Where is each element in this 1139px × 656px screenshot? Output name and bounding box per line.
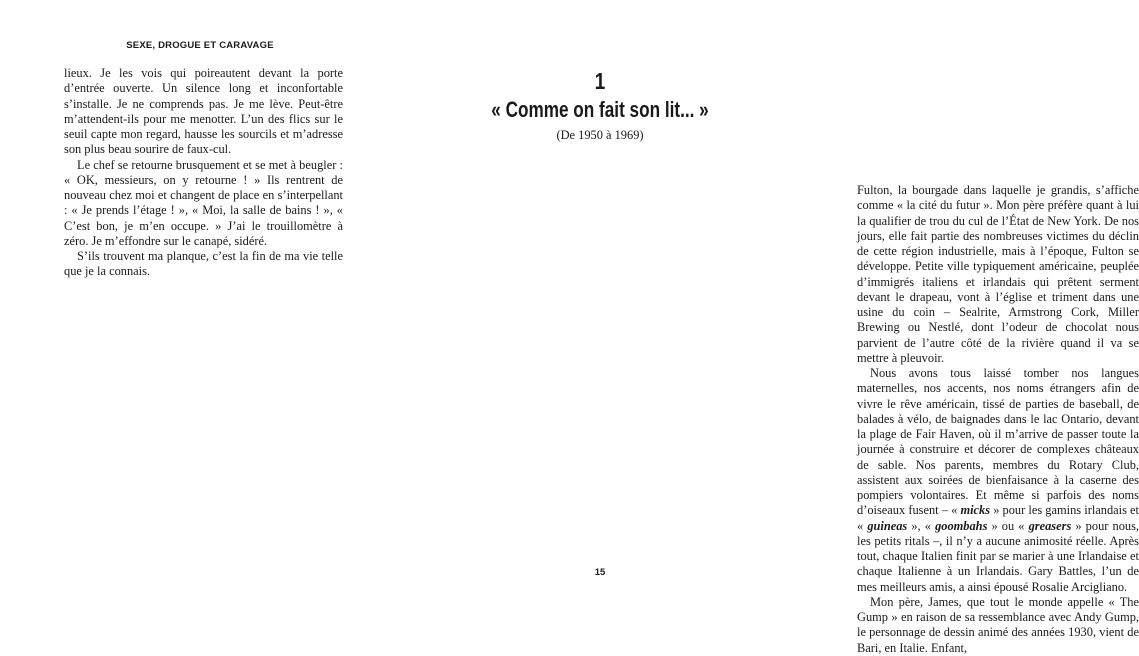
- italic-term: guineas: [867, 518, 908, 533]
- paragraph: S’ils trouvent ma planque, c’est la fin de ma vie telle que je la connais.: [64, 249, 343, 279]
- chapter-title: « Comme on fait son lit... »: [491, 97, 709, 122]
- italic-term: greasers: [1028, 518, 1072, 533]
- paragraph: Mon père, James, que tout le monde appelle « The Gump » en raison de sa ressemblance avec Andy Gump, le personnage de dessin animé des années 1930, vient de Bari, en Italie. Enfant,: [857, 594, 1139, 655]
- paragraph: [857, 366, 1139, 595]
- page-number: 15: [594, 567, 606, 578]
- text-run: » ou «: [991, 518, 1025, 533]
- chapter-subtitle: (De 1950 à 1969): [556, 128, 644, 142]
- paragraph: Fulton, la bourgade dans laquelle je grandis, s’affiche comme « la cité du futur ». Mon père préfère quant à lui la qualifier de trou du cul de l’État de New York. De nos jours, elle fait partie des nombreuses victimes du déclin de cette région industrielle, mais à l’époque, Fulton se développe. Petite ville typiquement américaine, peuplée d’immigrés italiens et irlandais qui prêtent serment devant le drapeau, vont à l’église et triment dans une usine du coin – Sealrite, Armstrong Cork, Miller Brewing ou Nestlé, dont l’odeur de chocolat nous parvient de l’autre côté de la rivière quand il va se mettre à pleuvoir.: [857, 183, 1139, 365]
- right-text-column: [857, 183, 1139, 656]
- running-head: SEXE, DROGUE ET CARAVAGE: [126, 40, 274, 51]
- paragraph: Le chef se retourne brusquement et se met à beugler : « OK, messieurs, on y retourne ! » Ils rentrent de nouveau chez moi et changent de place en s’interpellant : « Je prends l’étage ! », « Moi, la salle de bains ! », « C’est bon, je m’en occupe. » J’ai le trouillomètre à zéro. Je m’effondre sur le canapé, sidéré.: [64, 157, 343, 248]
- italic-term: goombahs: [935, 518, 988, 533]
- text-run: Nous avons tous laissé tomber nos langues maternelles, nos accents, nos noms étrangers afin de vivre le rêve américain, tissé de parties de baseball, de balades à vélo, de baignades dans le lac Ontario, devant la plage de Fair Haven, où il m’arrive de passer toute la journée à construire et décorer de complexes châteaux de sable. Nos parents, membres du Rotary Club, assistent aux soirées de bienfaisance à la caserne des pompiers volontaires. Et même si parfois des noms d’oiseaux fusent – «: [857, 366, 1139, 518]
- text-run: » pour les gamins irlandais et «: [857, 503, 1139, 533]
- left-page: [0, 0, 400, 614]
- right-page: [400, 0, 1139, 655]
- paragraph: lieux. Je les vois qui poireautent devant la porte d’entrée ouverte. Un silence long et inconfortable s’installe. Je ne comprends pas. Je me lève. Peut-être m’attendent-ils pour me menotter. L’un des flics sur le seuil capte mon regard, hausse les sourcils et m’adresse son plus beau sourire de faux-cul.: [64, 66, 343, 157]
- text-run: », «: [911, 518, 931, 533]
- left-text-column: [64, 66, 343, 280]
- italic-term: micks: [960, 503, 991, 518]
- chapter-number: 1: [594, 68, 606, 94]
- text-run: » pour nous, les petits ritals –, il n’y a aucune animosité réelle. Après tout, chaque Italien finit par se marier à une Irlandaise et chaque Italienne à un Irlandais. Gary Battles, l’un de mes meilleurs amis, a ainsi épousé Rosalie Arcigliano.: [857, 518, 1139, 594]
